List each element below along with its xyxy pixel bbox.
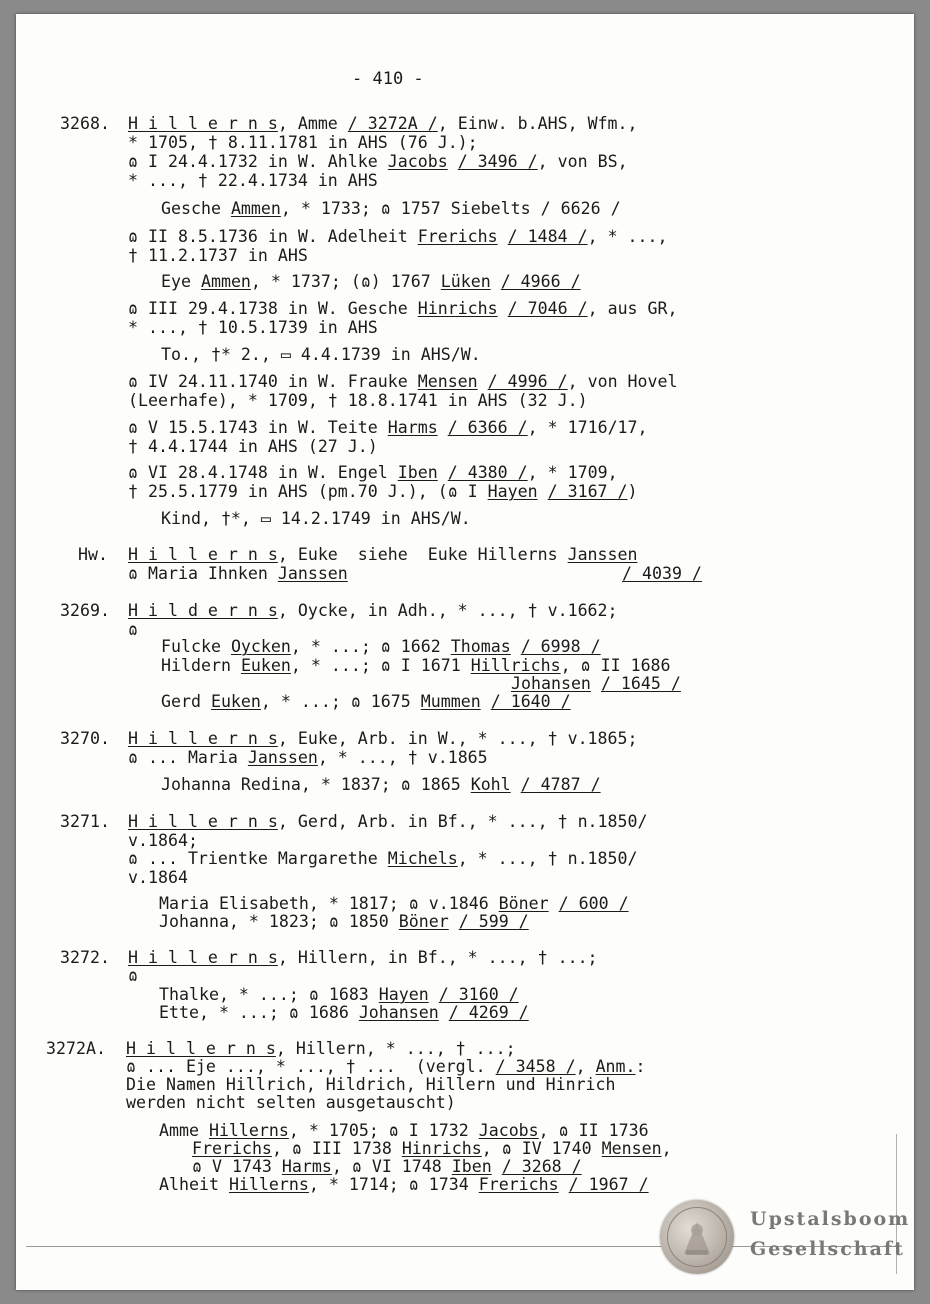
marriage-line: ɷ VI 28.4.1748 in W. Engel Iben / 4380 /, * 1709, [128,463,618,482]
cross-reference: / 600 / [558,894,629,913]
entry-line: H i l l e r n s, Hillern, * ..., † ...; [126,1039,516,1058]
surname: H i l l e r n s [128,545,278,564]
entry-number: 3268. [60,114,110,133]
cross-reference: / 4380 / [447,463,528,482]
surname: H i l l e r n s [128,729,278,748]
entry-number: 3269. [60,601,110,620]
entry-line: ɷ ... Eje ..., * ..., † ... (vergl. / 3458 /, Anm.: [126,1057,646,1076]
cross-reference: / 4996 / [487,372,568,391]
cross-reference: / 4787 / [520,775,601,794]
child-line: Gesche Ammen, * 1733; ɷ 1757 Siebelts / 6626 / [161,199,621,218]
marriage-line: ɷ II 8.5.1736 in W. Adelheit Frerichs / 1484 /, * ..., [128,227,668,246]
seal-icon [660,1200,734,1274]
entry-line: ɷ ... Maria Janssen, * ..., † v.1865 [128,748,488,767]
entry-line: * ..., † 22.4.1734 in AHS [128,171,378,190]
entry-number: 3271. [60,812,110,831]
entry-line: H i l l e r n s, Hillern, in Bf., * ..., † ...; [128,948,598,967]
child-line: Eye Ammen, * 1737; (ɷ) 1767 Lüken / 4966 / [161,272,581,291]
seal-figure-icon [660,1200,734,1274]
cross-reference: / 7046 / [507,299,588,318]
child-line: Maria Elisabeth, * 1817; ɷ v.1846 Böner / 600 / [159,894,629,913]
child-line: Thalke, * ...; ɷ 1683 Hayen / 3160 / [159,985,519,1004]
cross-reference: / 3268 / [501,1157,582,1176]
entry-line: H i l l e r n s, Euke, Arb. in W., * ..., † v.1865; [128,729,638,748]
marriage-line: ɷ IV 24.11.1740 in W. Frauke Mensen / 4996 /, von Hovel [128,372,678,391]
child-line: Ette, * ...; ɷ 1686 Johansen / 4269 / [159,1003,529,1022]
child-line: Johanna Redina, * 1837; ɷ 1865 Kohl / 4787 / [161,775,601,794]
child-line: Alheit Hillerns, * 1714; ɷ 1734 Frerichs / 1967 / [159,1175,649,1194]
child-line: Gerd Euken, * ...; ɷ 1675 Mummen / 1640 / [161,692,571,711]
society-logo [660,1200,911,1280]
entry-line: werden nicht selten ausgetauscht) [126,1093,456,1112]
logo-line-1: Upstalsboom [750,1208,911,1230]
surname: H i l l e r n s [128,948,278,967]
entry-number: Hw. [78,545,108,564]
marriage-line: † 11.2.1737 in AHS [128,246,308,265]
page-number: - 410 - [352,69,424,89]
document-page [16,14,914,1290]
cross-reference: / 4039 / [622,564,702,583]
entry-line: ɷ I 24.4.1732 in W. Ahlke Jacobs / 3496 /, von BS, [128,152,628,171]
child-line: Kind, †*, ▭ 14.2.1749 in AHS/W. [161,509,471,528]
entry-line: H i l l e r n s, Amme / 3272A /, Einw. b.AHS, Wfm., [128,114,638,133]
entry-line: ɷ [128,620,138,639]
marriage-line: * ..., † 10.5.1739 in AHS [128,318,378,337]
entry-line: H i l d e r n s, Oycke, in Adh., * ..., † v.1662; [128,601,618,620]
child-line: Fulcke Oycken, * ...; ɷ 1662 Thomas / 6998 / [161,637,601,656]
marriage-line: (Leerhafe), * 1709, † 18.8.1741 in AHS (32 J.) [128,391,588,410]
entry-line: * 1705, † 8.11.1781 in AHS (76 J.); [128,133,478,152]
entry-line: ɷ ... Trientke Margarethe Michels, * ..., † n.1850/ [128,849,638,868]
cross-reference: / 4269 / [448,1003,529,1022]
marriage-line: † 4.4.1744 in AHS (27 J.) [128,437,378,456]
child-line: Amme Hillerns, * 1705; ɷ I 1732 Jacobs, ɷ II 1736 [159,1121,649,1140]
surname: H i l l e r n s [126,1039,276,1058]
cross-reference: / 1640 / [490,692,571,711]
child-line: Frerichs, ɷ III 1738 Hinrichs, ɷ IV 1740 Mensen, [192,1139,672,1158]
cross-reference: / 6366 / [447,418,528,437]
surname: H i l l e r n s [128,812,278,831]
cross-reference: / 3458 / [495,1057,576,1076]
cross-reference: / 6998 / [520,637,601,656]
entry-number: 3272. [60,948,110,967]
cross-reference: / 1967 / [568,1175,649,1194]
entry-line: v.1864 [128,868,188,887]
entry-line: ɷ [128,966,138,985]
cross-reference: / 3496 / [457,152,538,171]
surname: H i l l e r n s [128,114,278,133]
entry-number: 3270. [60,729,110,748]
child-line: ɷ V 1743 Harms, ɷ VI 1748 Iben / 3268 / [192,1157,582,1176]
cross-reference: / 3272A / [347,114,438,133]
child-line: Johanna, * 1823; ɷ 1850 Böner / 599 / [159,912,529,931]
cross-reference: / 3160 / [438,985,519,1004]
entry-line: v.1864; [128,831,198,850]
entry-line: Die Namen Hillrich, Hildrich, Hillern und Hinrich [126,1075,616,1094]
child-line: Johansen / 1645 / [511,674,681,693]
entry-line: H i l l e r n s, Euke siehe Euke Hillerns Janssen [128,545,638,564]
typed-text [16,14,914,1290]
cross-reference: / 1484 / [507,227,588,246]
entry-line: ɷ Maria Ihnken Janssen [128,564,348,583]
logo-line-2: Gesellschaft [750,1238,905,1260]
cross-reference: / 4966 / [500,272,581,291]
entry-line: H i l l e r n s, Gerd, Arb. in Bf., * ..., † n.1850/ [128,812,648,831]
surname: H i l d e r n s [128,601,278,620]
marriage-line: ɷ III 29.4.1738 in W. Gesche Hinrichs / 7046 /, aus GR, [128,299,678,318]
cross-reference: / 599 / [458,912,529,931]
entry-number: 3272A. [46,1039,106,1058]
marriage-line: ɷ V 15.5.1743 in W. Teite Harms / 6366 /, * 1716/17, [128,418,648,437]
child-line: Hildern Euken, * ...; ɷ I 1671 Hillrichs, ɷ II 1686 [161,656,671,675]
cross-reference: / 1645 / [600,674,681,693]
marriage-line: † 25.5.1779 in AHS (pm.70 J.), (ɷ I Hayen / 3167 /) [128,482,638,501]
cross-reference: / 3167 / [547,482,628,501]
child-line: To., †* 2., ▭ 4.4.1739 in AHS/W. [161,345,481,364]
